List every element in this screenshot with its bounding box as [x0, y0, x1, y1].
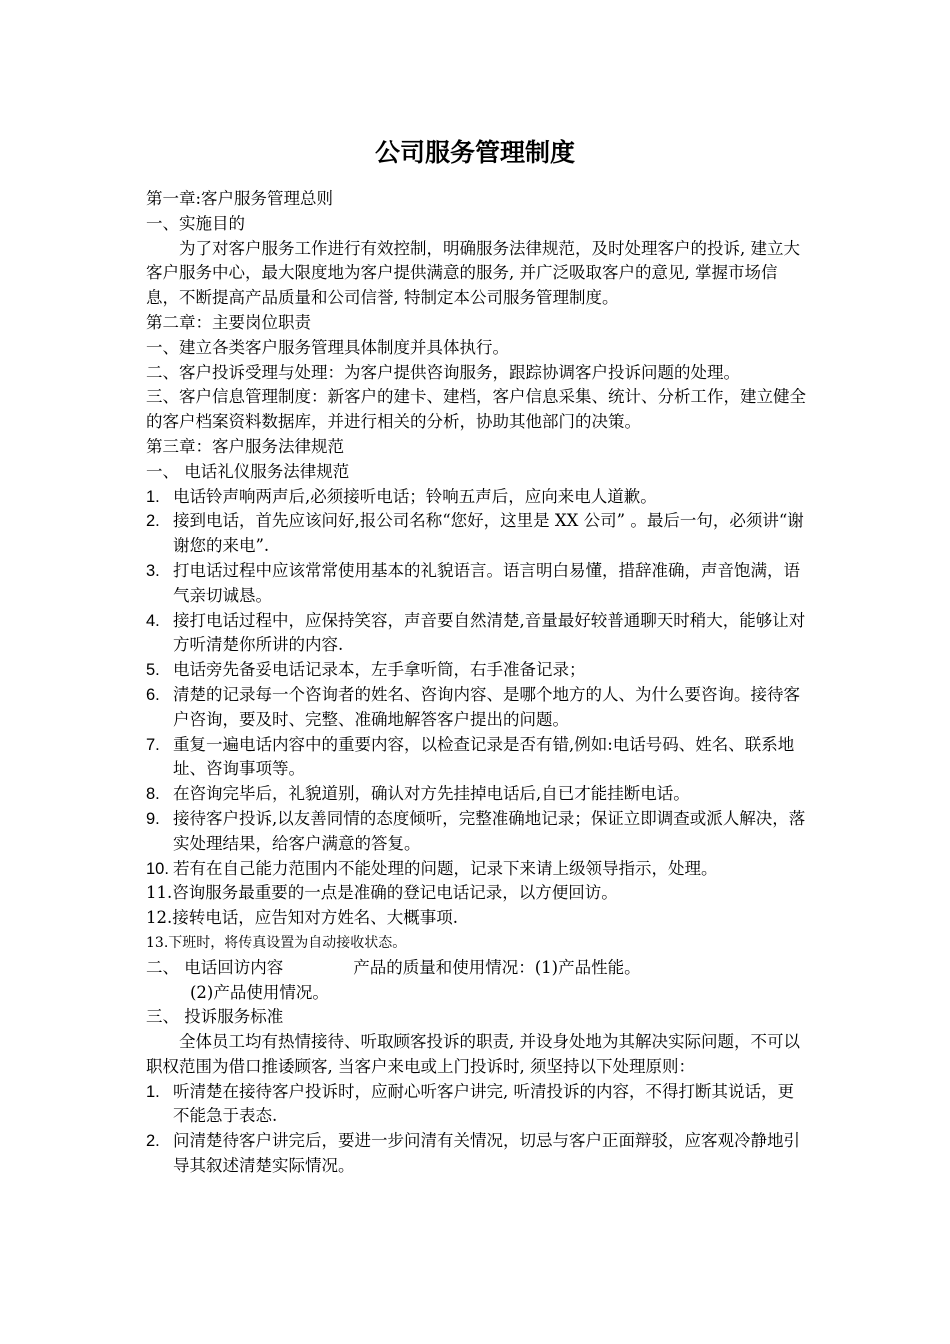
list-item-number: 2.: [146, 1132, 160, 1151]
list-item-text: 接打电话过程中，应保持笑容，声音要自然清楚,音量最好较普通聊天时稍大，能够让对方听清楚你所讲的内容.: [173, 610, 806, 655]
list-item: 12.接转电话，应告知对方姓名、大概事项.: [146, 908, 458, 928]
list-item-number: 3.: [146, 561, 160, 580]
list-item: [146, 857, 810, 882]
list-item-text: 电话旁先备妥电话记录本，左手拿听筒，右手准备记录；: [173, 660, 586, 680]
list-item: 13.下班时，将传真设置为自动接收状态。: [146, 934, 407, 951]
chapter-3-heading: 第三章：客户服务法律规范: [146, 436, 344, 456]
duty-item: 一、建立各类客户服务管理具体制度并具体执行。: [146, 337, 509, 357]
duty-item: 二、客户投诉受理与处理：为客户提供咨询服务，跟踪协调客户投诉问题的处理。: [146, 362, 740, 382]
list-item: [146, 658, 810, 683]
list-item-text: 打电话过程中应该常常使用基本的礼貌语言。语言明白易懂，措辞准确，声音饱满，语气亲切诚恳。: [173, 560, 800, 605]
section-purpose-heading: 一、实施目的: [146, 213, 245, 233]
list-item-number: 5.: [146, 661, 160, 680]
complaint-principles-list: [146, 1080, 810, 1179]
list-item-number: 6.: [146, 685, 160, 704]
section-callback-line: [146, 956, 810, 981]
complaint-paragraph: 全体员工均有热情接待、听取顾客投诉的职责, 并设身处地为其解决实际问题，不可以职权范围为借口推诿顾客, 当客户来电或上门投诉时, 须坚持以下处理原则：: [146, 1032, 800, 1076]
list-item: [146, 782, 810, 807]
list-item-text: 清楚的记录每一个咨询者的姓名、咨询内容、是哪个地方的人、为什么要咨询。接待客户咨询，要及时、完整、准确地解答客户提出的问题。: [173, 684, 800, 729]
callback-subitem: (2)产品使用情况。: [190, 982, 329, 1002]
phone-etiquette-list: [146, 485, 810, 882]
chapter-1-heading: 第一章:客户服务管理总则: [146, 189, 334, 208]
list-item-text: 在咨询完毕后，礼貌道别，确认对方先挂掉电话后,自已才能挂断电话。: [173, 784, 690, 804]
callback-content: 产品的质量和使用情况：(1)产品性能。: [353, 957, 641, 977]
section-callback-heading: 二、 电话回访内容: [146, 957, 284, 977]
list-item-number: 1.: [146, 487, 160, 506]
purpose-paragraph: 为了对客户服务工作进行有效控制，明确服务法律规范，及时处理客户的投诉, 建立大客户服务中心，最大限度地为客户提供满意的服务, 并广泛吸取客户的意见, 掌握市场信息，不断提高产品质量和公司信誉, 特制定本公司服务管理制度。: [146, 238, 800, 308]
list-item: [146, 559, 810, 609]
list-item-text: 若有在自己能力范围内不能处理的问题，记录下来请上级领导指示，处理。: [173, 858, 718, 878]
list-item-number: 2.: [146, 512, 160, 531]
chapter-2-heading: 第二章：主要岗位职责: [146, 312, 311, 332]
duty-item: 三、客户信息管理制度：新客户的建卡、建档，客户信息采集、统计、分析工作，建立健全的客户档案资料数据库，并进行相关的分析，协助其他部门的决策。: [146, 387, 806, 432]
list-item: [146, 609, 810, 659]
section-phone-etiquette-heading: 一、 电话礼仪服务法律规范: [146, 461, 350, 481]
list-item: [146, 1129, 810, 1179]
list-item-text: 问清楚待客户讲完后，要进一步问清有关情况，切忌与客户正面辩驳，应客观冷静地引导其叙述清楚实际情况。: [173, 1131, 800, 1176]
list-item-number: 9.: [146, 809, 160, 828]
list-item-text: 听清楚在接待客户投诉时，应耐心听客户讲完, 听清投诉的内容，不得打断其说话，更不能急于表态.: [173, 1081, 794, 1126]
list-item-number: 10.: [146, 859, 169, 878]
list-item-number: 7.: [146, 735, 160, 754]
list-item-number: 8.: [146, 785, 160, 804]
list-item-number: 1.: [146, 1082, 160, 1101]
list-item-text: 重复一遍电话内容中的重要内容，以检查记录是否有错,例如:电话号码、姓名、联系地址、咨询事项等。: [173, 734, 795, 779]
list-item-number: 4.: [146, 611, 160, 630]
document-title: 公司服务管理制度: [374, 138, 575, 167]
list-item: [146, 1080, 810, 1130]
list-item: 11.咨询服务最重要的一点是准确的登记电话记录，以方便回访。: [146, 883, 618, 903]
list-item: [146, 733, 810, 783]
list-item: [146, 509, 810, 559]
list-item: [146, 807, 810, 857]
list-item-text: 接待客户投诉,以友善同情的态度倾听，完整准确地记录；保证立即调查或派人解决，落实处理结果，给客户满意的答复。: [173, 808, 806, 853]
list-item-text: 电话铃声响两声后,必须接听电话；铃响五声后，应向来电人道歉。: [173, 486, 657, 506]
list-item: [146, 485, 810, 510]
section-complaint-heading: 三、 投诉服务标准: [146, 1007, 284, 1027]
list-item-text: 接到电话，首先应该问好,报公司名称“您好，这里是 XX 公司” 。最后一句，必须讲“谢谢您的来电”.: [173, 511, 804, 556]
list-item: [146, 683, 810, 733]
document-body: [146, 187, 810, 1179]
